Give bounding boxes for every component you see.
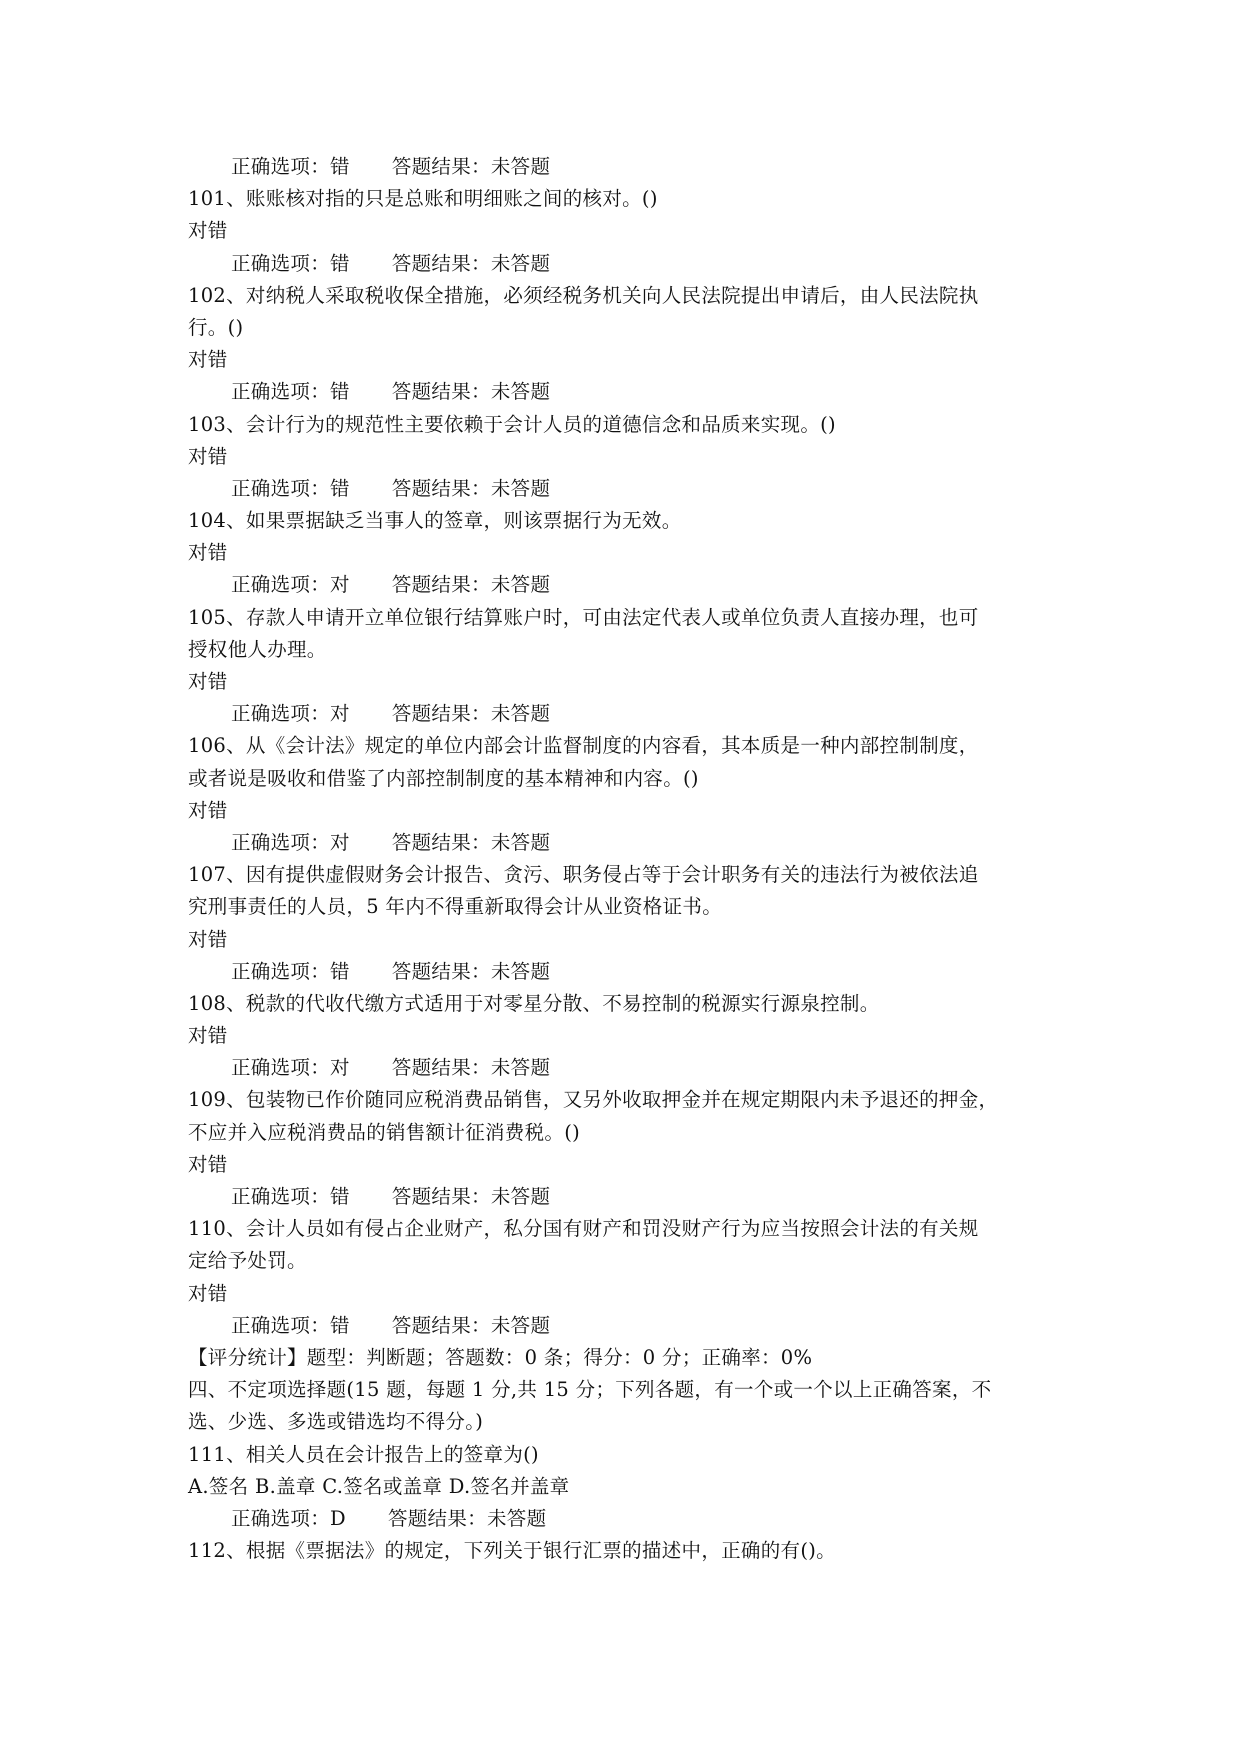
- result-label: 答题结果：: [391, 1185, 491, 1208]
- result-label: 答题结果：: [391, 573, 491, 597]
- result-label: 答题结果：: [391, 155, 491, 178]
- answer-line: [188, 1503, 1058, 1535]
- question-options: 对错: [188, 798, 228, 822]
- question-text: 究刑事责任的人员，5 年内不得重新取得会计从业资格证书。: [188, 895, 723, 919]
- question-text: 102、对纳税人采取税收保全措施，必须经税务机关向人民法院提出申请后，由人民法院执: [188, 283, 979, 307]
- question-options: 对错: [188, 219, 228, 243]
- question-options: 对错: [188, 1024, 228, 1048]
- result-label: 答题结果：: [391, 702, 491, 726]
- answer-result: 未答题: [490, 573, 551, 597]
- question-text: 103、会计行为的规范性主要依赖于会计人员的道德信念和品质来实现。(): [188, 412, 836, 436]
- question-options: 对错: [188, 1281, 228, 1305]
- question-text: 107、因有提供虚假财务会计报告、贪污、职务侵占等于会计职务有关的违法行为被依法追: [188, 863, 979, 887]
- question-text: 105、存款人申请开立单位银行结算账户时，可由法定代表人或单位负责人直接办理，也可: [188, 605, 979, 629]
- answer-result: 未答题: [490, 380, 551, 404]
- question-text: 109、包装物已作价随同应税消费品销售，又另外收取押金并在规定期限内未予退还的押金，: [188, 1088, 999, 1112]
- question-block: [188, 1535, 1058, 1567]
- correct-answer: 错: [330, 251, 350, 275]
- answer-result: 未答题: [490, 476, 551, 500]
- question-block: [188, 859, 1058, 988]
- document-body: [188, 151, 1058, 1567]
- answer-line: [188, 151, 1058, 183]
- result-label: 答题结果：: [391, 476, 491, 500]
- answer-label: 正确选项：: [231, 702, 331, 726]
- question-block: [188, 409, 1058, 506]
- question-text: 或者说是吸收和借鉴了内部控制制度的基本精神和内容。(): [188, 766, 699, 790]
- section-header: 四、不定项选择题(15 题，每题 1 分,共 15 分；下列各题，有一个或一个以上正确答案，不: [188, 1378, 992, 1402]
- answer-result: 未答题: [490, 1313, 551, 1337]
- answer-line: [188, 569, 1058, 601]
- question-options: 对错: [188, 927, 228, 951]
- correct-answer: 错: [330, 155, 350, 178]
- correct-answer: 对: [330, 702, 350, 726]
- answer-result: 未答题: [490, 959, 551, 983]
- correct-answer: 错: [330, 380, 350, 404]
- correct-answer: 对: [330, 1056, 350, 1080]
- result-label: 答题结果：: [391, 959, 491, 983]
- answer-label: 正确选项：: [231, 476, 331, 500]
- answer-label: 正确选项：: [231, 251, 331, 275]
- question-options: 对错: [188, 444, 228, 468]
- answer-line: [188, 1310, 1058, 1342]
- result-label: 答题结果：: [391, 1056, 491, 1080]
- question-text: 104、如果票据缺乏当事人的签章，则该票据行为无效。: [188, 509, 682, 533]
- correct-answer: 错: [330, 476, 350, 500]
- result-label: 答题结果：: [391, 251, 491, 275]
- result-label: 答题结果：: [391, 830, 491, 854]
- question-block: [188, 1439, 1058, 1536]
- question-text: 授权他人办理。: [188, 637, 327, 661]
- correct-answer: 错: [330, 959, 350, 983]
- answer-line: [188, 827, 1058, 859]
- question-text: 行。(): [188, 315, 244, 339]
- question-options: A.签名 B.盖章 C.签名或盖章 D.签名并盖章: [188, 1474, 570, 1498]
- correct-answer: D: [330, 1506, 346, 1530]
- question-text: 112、根据《票据法》的规定，下列关于银行汇票的描述中，正确的有()。: [188, 1539, 836, 1563]
- answer-line: [188, 1181, 1058, 1213]
- question-block: [188, 505, 1058, 602]
- answer-line: [188, 376, 1058, 408]
- answer-label: 正确选项：: [231, 155, 331, 178]
- answer-line: [188, 473, 1058, 505]
- answer-label: 正确选项：: [231, 380, 331, 404]
- answer-result: 未答题: [490, 251, 551, 275]
- answer-label: 正确选项：: [231, 1056, 331, 1080]
- section-header: 选、少选、多选或错选均不得分。): [188, 1410, 484, 1434]
- question-block: [188, 280, 1058, 409]
- answer-label: 正确选项：: [231, 1506, 331, 1530]
- question-block: [188, 183, 1058, 280]
- answer-label: 正确选项：: [231, 830, 331, 854]
- result-label: 答题结果：: [391, 1313, 491, 1337]
- answer-line: [188, 248, 1058, 280]
- question-text: 110、会计人员如有侵占企业财产，私分国有财产和罚没财产行为应当按照会计法的有关规: [188, 1217, 979, 1241]
- question-text: 不应并入应税消费品的销售额计征消费税。(): [188, 1120, 581, 1144]
- correct-answer: 错: [330, 1185, 350, 1208]
- question-text: 定给予处罚。: [188, 1249, 307, 1273]
- result-label: 答题结果：: [387, 1506, 487, 1530]
- answer-result: 未答题: [486, 1506, 547, 1530]
- answer-label: 正确选项：: [231, 1313, 331, 1337]
- question-text: 108、税款的代收代缴方式适用于对零星分散、不易控制的税源实行源泉控制。: [188, 991, 880, 1015]
- answer-result: 未答题: [490, 155, 551, 178]
- answer-result: 未答题: [490, 1056, 551, 1080]
- question-block: [188, 730, 1058, 859]
- question-options: 对错: [188, 670, 228, 693]
- correct-answer: 错: [330, 1313, 350, 1337]
- question-options: 对错: [188, 348, 228, 372]
- answer-line: [188, 1052, 1058, 1084]
- answer-result: 未答题: [490, 830, 551, 854]
- answer-line: [188, 956, 1058, 988]
- question-options: 对错: [188, 1152, 228, 1176]
- question-text: 106、从《会计法》规定的单位内部会计监督制度的内容看，其本质是一种内部控制制度，: [188, 734, 979, 758]
- question-block: [188, 1084, 1058, 1213]
- correct-answer: 对: [330, 573, 350, 597]
- answer-label: 正确选项：: [231, 573, 331, 597]
- question-block: [188, 602, 1058, 731]
- question-text: 111、相关人员在会计报告上的签章为(): [188, 1442, 539, 1466]
- question-block: [188, 1213, 1058, 1342]
- answer-line: [188, 698, 1058, 730]
- correct-answer: 对: [330, 830, 350, 854]
- answer-label: 正确选项：: [231, 1185, 331, 1208]
- answer-label: 正确选项：: [231, 959, 331, 983]
- score-stats: 【评分统计】题型：判断题；答题数：0 条；得分：0 分；正确率：0%: [188, 1345, 813, 1369]
- question-options: 对错: [188, 541, 228, 565]
- question-block: [188, 988, 1058, 1085]
- question-text: 101、账账核对指的只是总账和明细账之间的核对。(): [188, 187, 658, 211]
- result-label: 答题结果：: [391, 380, 491, 404]
- answer-result: 未答题: [490, 702, 551, 726]
- answer-result: 未答题: [490, 1185, 551, 1208]
